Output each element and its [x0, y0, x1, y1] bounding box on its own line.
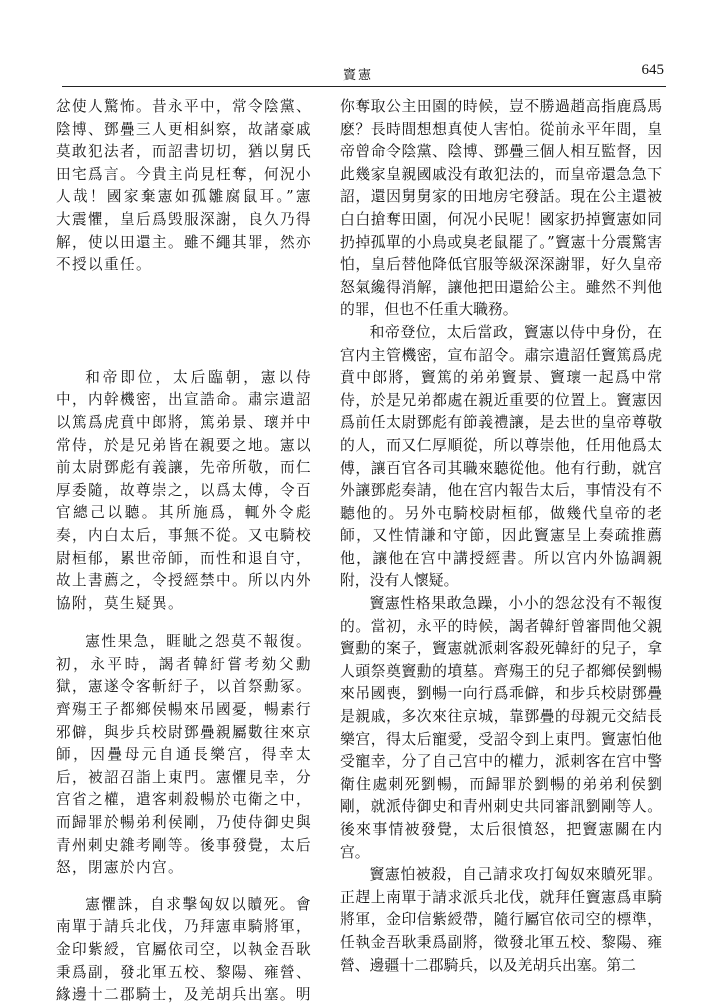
page-number: 645 — [641, 62, 664, 78]
header-rule — [62, 86, 666, 87]
left-paragraph-2: 和帝即位，太后臨朝，憲以侍中，内幹機密，出宣誥命。肅宗遺詔以篤爲虎賁中郎將，篤弟景、瓌并中常侍，於是兄弟皆在親要之地。憲以前太尉鄧彪有義讓，先帝所敬，而仁厚委隨，故尊崇之，以爲太傅，令百官總己以聽。其所施爲，輒外令彪奏，内白太后，事無不從。又屯騎校尉桓郁，累世帝師，而性和退自守，故上書薦之，令授經禁中。所以内外協附，莫生疑異。 — [56, 368, 312, 612]
left-paragraph-1: 忿使人驚怖。昔永平中，常令陰黨、陰博、鄧疊三人更相糾察，故諸豪戚莫敢犯法者，而詔書切切，猶以舅氏田宅爲言。今貴主尚見枉奪，何況小人哉！國家棄憲如孤雛腐鼠耳。”憲大震懼，皇后爲毁服深謝，良久乃得解，使以田還主。雖不繩其罪，然亦不授以重任。 — [56, 98, 312, 274]
right-column-translation — [340, 96, 662, 977]
right-paragraph-4: 竇憲怕被殺，自己請求攻打匈奴來贖死罪。正趕上南單于請求派兵北伐，就拜任竇憲爲車騎將軍，金印信紫綬帶，隨行屬官依司空的標準，任執金吾耿秉爲副將，徵發北軍五校、黎陽、雍營、邊疆十二郡騎兵，以及羌胡兵出塞。第二 — [340, 866, 662, 974]
right-paragraph-3: 竇憲性格果敢急躁，小小的怨忿没有不報復的。當初，永平的時候，謁者韓紆曾審問他父親竇勳的案子，竇憲就派刺客殺死韓紆的兒子，拿人頭祭奠竇勳的墳墓。齊殤王的兒子都鄉侯劉暢來吊國喪，劉暢一向行爲乖僻，和步兵校尉鄧疊是親戚，多次來往京城，靠鄧疊的母親元交結長樂宫，得太后寵愛，受詔令到上東門。竇憲怕他受寵幸，分了自己宫中的權力，派刺客在宫中警衛住處刺死劉暢，而歸罪於劉暢的弟弟利侯劉剛，就派侍御史和青州刺史共同審訊劉剛等人。後來事情被發覺，太后很憤怒，把竇憲關在内宫。 — [340, 595, 662, 861]
running-header — [0, 62, 716, 84]
right-paragraph-1: 你奪取公主田園的時候，豈不勝過趙高指鹿爲馬麽？長時間想想真使人害怕。從前永平年間，皇帝曾命令陰黨、陰博、鄧疊三個人相互監督，因此幾家皇親國戚没有敢犯法的，而皇帝還急急下詔，還因舅舅家的田地房宅發話。現在公主還被白白搶奪田園，何况小民呢！國家扔掉竇憲如同扔掉孤單的小鳥或臭老鼠罷了。”竇憲十分震驚害怕，皇后替他降低官服等級深深謝罪，好久皇帝怒氣纔得消解，讓他把田還給公主。雖然不判他的罪，但也不任重大職務。 — [340, 98, 662, 319]
left-column-classical-text — [56, 96, 312, 1007]
running-title: 竇憲 — [342, 68, 373, 83]
left-paragraph-3: 憲性果急，睚眦之怨莫不報復。初，永平時，謁者韓紆嘗考劾父勳獄，憲遂令客斬紆子，以首祭勳冢。齊殤王子都鄉侯暢來吊國憂，暢素行邪僻，與步兵校尉鄧疊親屬數往來京師，因疊母元自通長樂宫，得幸太后，被詔召詣上東門。憲懼見幸，分宫省之權，遣客刺殺暢於屯衛之中，而歸罪於暢弟利侯剛，乃使侍御史與青州刺史雜考剛等。後事發覺，太后怒，閉憲於内宫。 — [56, 633, 312, 877]
right-paragraph-2: 和帝登位，太后當政，竇憲以侍中身份，在宫内主管機密，宣布詔令。肅宗遺詔任竇篤爲虎賁中郎將，竇篤的弟弟竇景、竇瓌一起爲中常侍，於是兄弟都處在親近重要的位置上。竇憲因爲前任太尉鄧彪有節義禮讓，是去世的皇帝尊敬的人，而又仁厚順從，所以尊崇他，任用他爲太傅，讓百官各司其職來聽從他。他有行動，就宫外讓鄧彪奏請，他在宫内報告太后，事情没有不聽他的。另外屯騎校尉桓郁，做幾代皇帝的老師，又性情謙和守節，因此竇憲呈上奏疏推薦他，讓他在宫中講授經書。所以宫内外協調親附，没有人懷疑。 — [340, 323, 662, 590]
left-paragraph-4: 憲懼誅，自求擊匈奴以贖死。會南單于請兵北伐，乃拜憲車騎將軍，金印紫綬，官屬依司空，以執金吾耿秉爲副，發北軍五校、黎陽、雍營、緣邊十二郡騎士，及羌胡兵出塞。明 — [56, 895, 312, 1004]
